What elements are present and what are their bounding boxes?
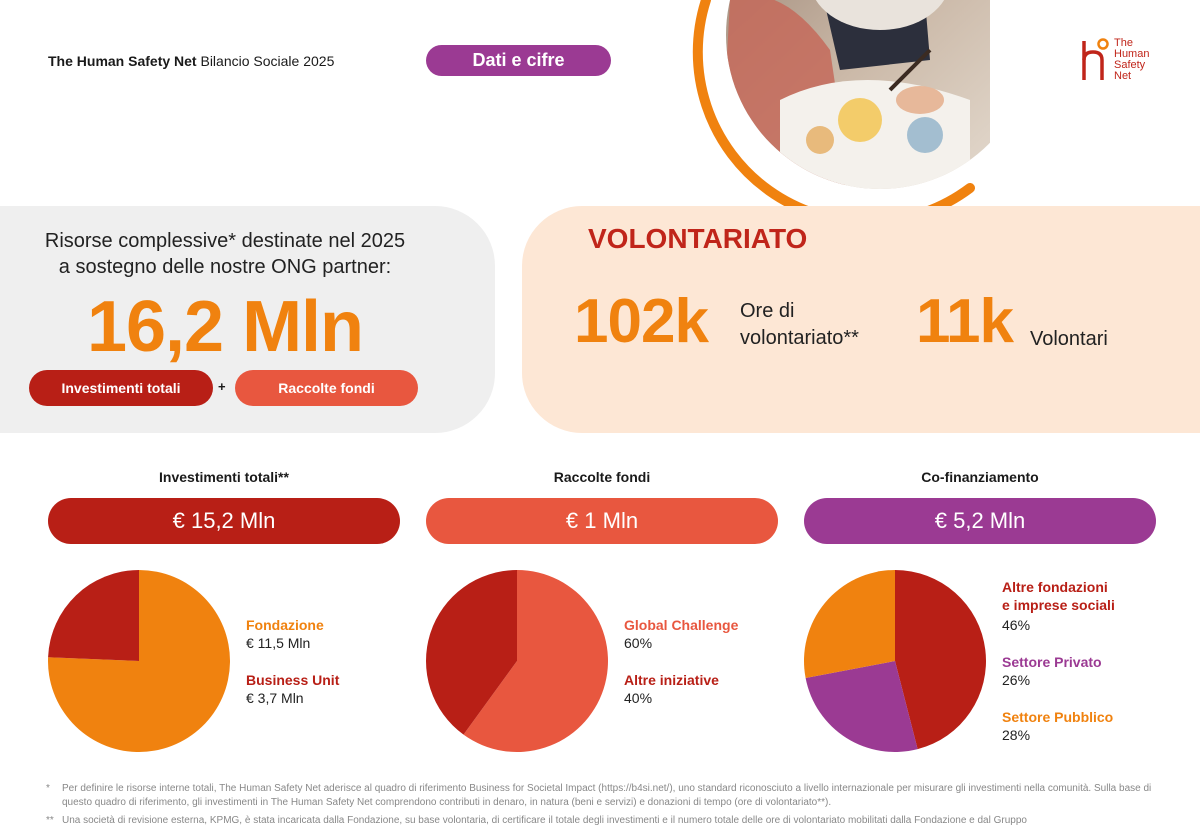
footnote-2 [48, 814, 1158, 828]
plus-sign: + [218, 379, 226, 394]
pie-chart-raccolte [426, 570, 608, 752]
hours-label-line: Ore di [740, 300, 795, 322]
column-title-investimenti: Investimenti totali** [159, 469, 289, 485]
hours-label-line: volontariato** [740, 327, 859, 349]
volunteers-label: Volontari [1030, 328, 1108, 350]
amount-raccolte: € 1 Mln [426, 498, 778, 544]
legend-label-fondazione: Fondazione [246, 617, 324, 633]
amount-cofinanziamento: € 5,2 Mln [804, 498, 1156, 544]
legend-label-altre-fondazioni [1002, 578, 1115, 614]
raccolte-pill: Raccolte fondi [235, 370, 418, 406]
volunteering-title: VOLONTARIATO [588, 223, 808, 254]
pie-chart-investimenti [48, 570, 230, 752]
hours-value: 102k [574, 287, 708, 356]
legend-value-settore-privato: 26% [1002, 672, 1031, 688]
section-pill: Dati e cifre [426, 45, 611, 76]
legend-label-settore-privato: Settore Privato [1002, 654, 1102, 670]
legend-label-line: e imprese sociali [1002, 597, 1115, 613]
volunteering-panel [522, 206, 1200, 433]
logo-line: Human [1114, 48, 1150, 60]
resources-total: 16,2 Mln [86, 287, 364, 367]
footnote-mark: ** [46, 815, 54, 826]
logo-line: The [1114, 37, 1133, 49]
column-title-cofinanziamento: Co-finanziamento [921, 469, 1039, 485]
footnote-1 [48, 782, 1158, 810]
column-title-raccolte: Raccolte fondi [553, 469, 651, 485]
legend-label-line: Altre fondazioni [1002, 579, 1108, 595]
legend-label-settore-pubblico: Settore Pubblico [1002, 709, 1114, 725]
legend-value-altre-fondazioni: 46% [1002, 617, 1031, 633]
legend-value-business-unit: € 3,7 Mln [246, 690, 304, 706]
footnote-mark: * [46, 783, 50, 794]
child-painting-photo [690, 0, 990, 220]
footnote-text: Per definire le risorse interne totali, The Human Safety Net aderisce al quadro di riferimento Business for Societal Impact (https://b4si.net/), uno standard riconosciuto a livello internazionale per misurare gli investimenti nella comunità. Sulla base di questo quadro di riferimento, gli investimenti in The Human Safety Net comprendono contributi in denaro, in natura (beni e servizi) e donazioni di tempo (ore di volontariato**). [62, 783, 1152, 808]
human-safety-net-logo [1080, 38, 1170, 88]
resources-lead-line: Risorse complessive* destinate nel 2025 [44, 230, 406, 252]
volunteers-value: 11k [916, 287, 1014, 356]
resources-lead [0, 228, 450, 280]
report-title [48, 53, 334, 69]
pie-slice-business-unit [48, 570, 139, 661]
report-subtitle: Bilancio Sociale 2025 [200, 53, 335, 69]
logo-text [1114, 38, 1149, 82]
legend-value-global-challenge: 60% [624, 635, 653, 651]
hours-label [740, 298, 859, 352]
resources-panel [0, 206, 495, 433]
legend-label-global-challenge: Global Challenge [624, 617, 739, 633]
footnote-text: Una società di revisione esterna, KPMG, è stata incaricata dalla Fondazione, su base volontaria, di certificare il totale degli investimenti e il numero totale delle ore di volontariato mobilitati dalla Fondazione e dal Gruppo [62, 815, 1027, 826]
pie-chart-cofinanziamento [804, 570, 986, 752]
pie-slice-settore-pubblico [804, 570, 895, 678]
legend-value-fondazione: € 11,5 Mln [246, 635, 311, 651]
legend-label-business-unit: Business Unit [246, 672, 340, 688]
logo-mark-icon [1080, 38, 1110, 82]
amount-investimenti: € 15,2 Mln [48, 498, 400, 544]
logo-line: Net [1114, 70, 1132, 82]
investimenti-pill: Investimenti totali [29, 370, 213, 406]
legend-value-settore-pubblico: 28% [1002, 727, 1031, 743]
brand-name: The Human Safety Net [48, 53, 197, 69]
resources-lead-line: a sostegno delle nostre ONG partner: [58, 256, 392, 278]
logo-line: Safety [1114, 59, 1146, 71]
legend-label-altre-iniziative: Altre iniziative [624, 672, 719, 688]
legend-value-altre-iniziative: 40% [624, 690, 653, 706]
